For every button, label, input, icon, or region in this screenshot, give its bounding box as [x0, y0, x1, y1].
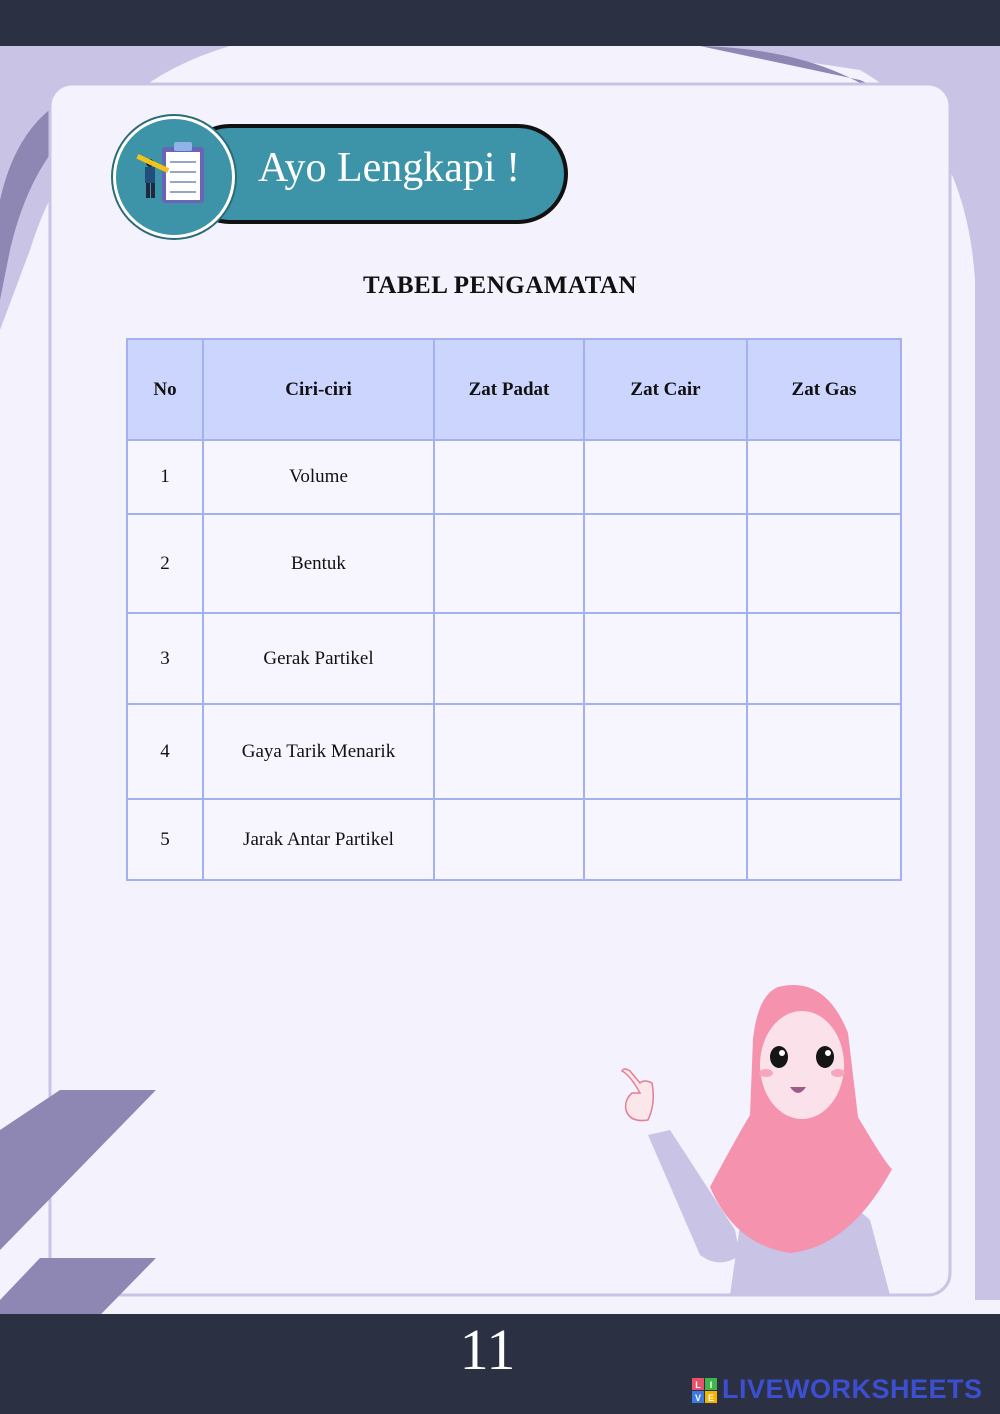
- answer-cell-zat-gas[interactable]: [747, 799, 901, 880]
- answer-cell-zat-cair[interactable]: [584, 613, 747, 704]
- answer-cell-zat-gas[interactable]: [747, 514, 901, 613]
- logo-letter: V: [694, 1393, 702, 1403]
- cell-ciri: Gerak Partikel: [203, 613, 434, 704]
- table-row: [127, 799, 901, 880]
- header-badge: [113, 116, 235, 238]
- answer-cell-zat-padat[interactable]: [434, 440, 584, 514]
- observation-table: [126, 338, 902, 881]
- cell-no: 3: [127, 613, 203, 704]
- liveworksheets-logo-icon: [692, 1378, 718, 1404]
- cell-ciri: Gaya Tarik Menarik: [203, 704, 434, 799]
- hijab-girl-illustration: [600, 975, 920, 1305]
- column-header-no: No: [127, 339, 203, 440]
- cell-no: 2: [127, 514, 203, 613]
- column-header-zat-gas: Zat Gas: [747, 339, 901, 440]
- table-row: [127, 514, 901, 613]
- table-row: [127, 613, 901, 704]
- page-number: 11: [459, 1317, 516, 1382]
- column-header-zat-padat: Zat Padat: [434, 339, 584, 440]
- answer-cell-zat-gas[interactable]: [747, 440, 901, 514]
- liveworksheets-watermark: [692, 1374, 992, 1406]
- answer-cell-zat-cair[interactable]: [584, 440, 747, 514]
- cell-ciri: Bentuk: [203, 514, 434, 613]
- answer-cell-zat-padat[interactable]: [434, 799, 584, 880]
- cell-no: 4: [127, 704, 203, 799]
- answer-cell-zat-padat[interactable]: [434, 613, 584, 704]
- cell-ciri: Jarak Antar Partikel: [203, 799, 434, 880]
- cell-no: 5: [127, 799, 203, 880]
- cell-no: 1: [127, 440, 203, 514]
- column-header-zat-cair: Zat Cair: [584, 339, 747, 440]
- answer-cell-zat-padat[interactable]: [434, 704, 584, 799]
- answer-cell-zat-cair[interactable]: [584, 704, 747, 799]
- answer-cell-zat-cair[interactable]: [584, 514, 747, 613]
- section-title: TABEL PENGAMATAN: [363, 272, 637, 299]
- answer-cell-zat-cair[interactable]: [584, 799, 747, 880]
- logo-letter: E: [707, 1393, 715, 1403]
- header-title: Ayo Lengkapi !: [258, 145, 521, 191]
- cell-ciri: Volume: [203, 440, 434, 514]
- watermark-text: LIVEWORKSHEETS: [722, 1374, 983, 1404]
- table-header-row: [127, 339, 901, 440]
- answer-cell-zat-padat[interactable]: [434, 514, 584, 613]
- logo-letter: L: [695, 1380, 701, 1390]
- table-row: [127, 704, 901, 799]
- column-header-ciri: Ciri-ciri: [203, 339, 434, 440]
- answer-cell-zat-gas[interactable]: [747, 704, 901, 799]
- clipboard-checklist-icon: [116, 119, 232, 235]
- answer-cell-zat-gas[interactable]: [747, 613, 901, 704]
- logo-letter: I: [709, 1380, 713, 1390]
- table-row: [127, 440, 901, 514]
